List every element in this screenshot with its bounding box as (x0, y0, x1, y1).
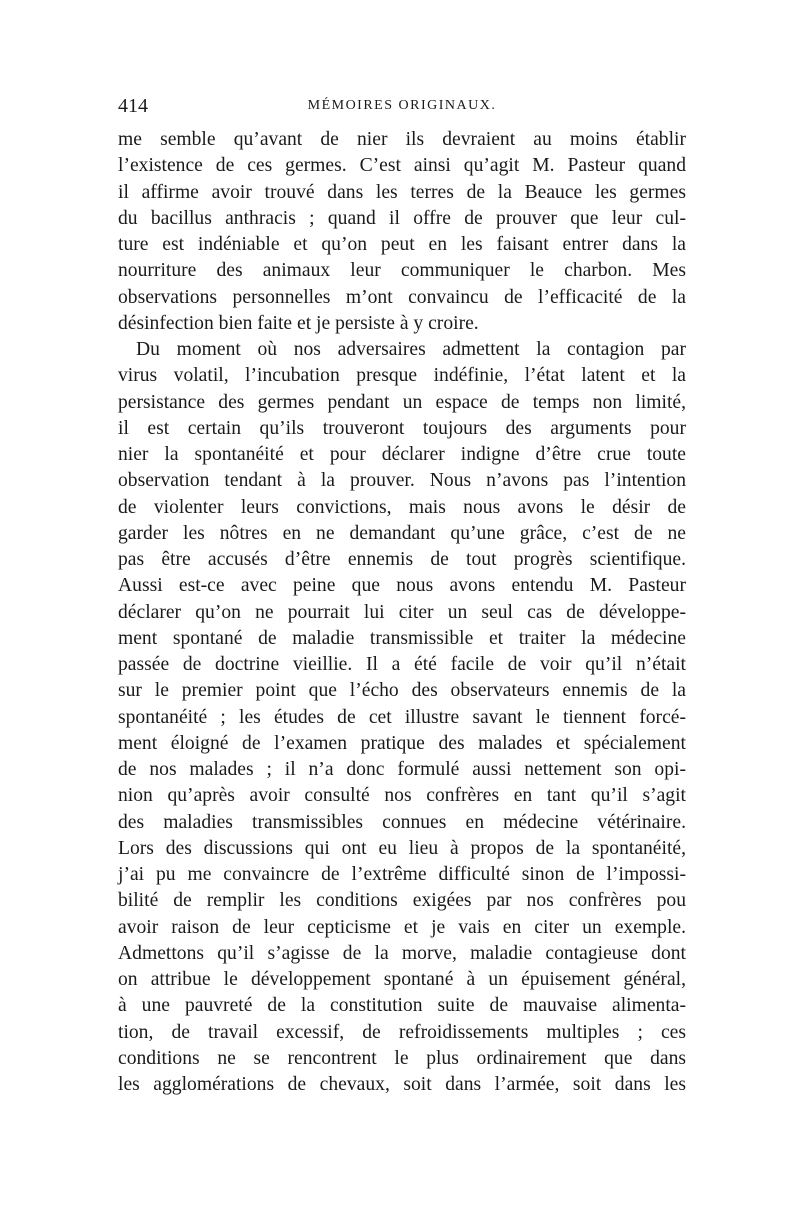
text-line: désinfection bien faite et je persiste à y croire. (118, 312, 479, 334)
text-line: garder les nôtres en ne demandant qu’une grâce, c’est de ne (118, 522, 686, 544)
text-line: à une pauvreté de la constitution suite de mauvaise alimenta- (118, 995, 686, 1017)
text-line: déclarer qu’on ne pourrait lui citer un seul cas de développe- (118, 601, 686, 623)
text-line: persistance des germes pendant un espace de temps non limité, (118, 391, 686, 413)
paragraph (118, 337, 686, 1098)
text-line: l’existence de ces germes. C’est ainsi qu’agit M. Pasteur quand (118, 155, 686, 177)
text-line: spontanéité ; les études de cet illustre savant le tiennent forcé- (118, 706, 686, 728)
text-line: on attribue le développement spontané à un épuisement général, (118, 969, 686, 990)
page-number: 414 (118, 95, 148, 117)
text-line: de nos malades ; il n’a donc formulé aussi nettement son opi- (118, 759, 686, 780)
body-text (118, 127, 686, 1098)
text-line: il est certain qu’ils trouveront toujours des arguments pour (118, 417, 686, 439)
text-line: Lors des discussions qui ont eu lieu à propos de la spontanéité, (118, 837, 686, 859)
text-line: me semble qu’avant de nier ils devraient au moins établir (118, 129, 686, 150)
text-line: du bacillus anthracis ; quand il offre de prouver que leur cul- (118, 207, 686, 229)
text-line: les agglomérations de chevaux, soit dans l’armée, soit dans les (118, 1074, 686, 1095)
text-line: tion, de travail excessif, de refroidissements multiples ; ces (118, 1021, 686, 1043)
text-line: conditions ne se rencontrent le plus ordinairement que dans (118, 1047, 686, 1069)
text-line: virus volatil, l’incubation presque indéfinie, l’état latent et la (118, 365, 686, 387)
text-line: bilité de remplir les conditions exigées par nos confrères pou (118, 890, 686, 912)
text-line: il affirme avoir trouvé dans les terres de la Beauce les germes (118, 181, 686, 203)
running-title: MÉMOIRES ORIGINAUX. (307, 98, 497, 113)
text-line: sur le premier point que l’écho des observateurs ennemis de la (118, 680, 686, 702)
text-line: Du moment où nos adversaires admettent la contagion par (136, 339, 686, 360)
text-line: observations personnelles m’ont convaincu de l’efficacité de la (118, 286, 686, 308)
text-line: des maladies transmissibles connues en médecine vétérinaire. (118, 811, 686, 833)
text-line: j’ai pu me convaincre de l’extrême difficulté sinon de l’impossi- (118, 864, 686, 885)
text-line: avoir raison de leur cepticisme et je vais en citer un exemple. (118, 916, 686, 938)
text-line: Admettons qu’il s’agisse de la morve, maladie contagieuse dont (118, 942, 686, 964)
text-line: ment éloigné de l’examen pratique des malades et spécialement (118, 732, 686, 754)
book-page (118, 95, 686, 1098)
text-line: observation tendant à la prouver. Nous n’avons pas l’intention (118, 470, 686, 492)
text-line: de violenter leurs convictions, mais nous avons le désir de (118, 496, 686, 518)
text-line: ture est indéniable et qu’on peut en les faisant entrer dans la (118, 234, 686, 255)
paragraph (118, 127, 686, 337)
text-line: nier la spontanéité et pour déclarer indigne d’être crue toute (118, 444, 686, 465)
text-line: Aussi est-ce avec peine que nous avons entendu M. Pasteur (118, 575, 686, 597)
text-line: pas être accusés d’être ennemis de tout progrès scientifique. (118, 549, 686, 570)
text-line: nourriture des animaux leur communiquer le charbon. Mes (118, 260, 686, 282)
text-line: ment spontané de maladie transmissible et traiter la médecine (118, 627, 686, 649)
text-line: passée de doctrine vieillie. Il a été facile de voir qu’il n’était (118, 654, 686, 675)
running-head (118, 95, 686, 125)
text-line: nion qu’après avoir consulté nos confrères en tant qu’il s’agit (118, 785, 686, 807)
